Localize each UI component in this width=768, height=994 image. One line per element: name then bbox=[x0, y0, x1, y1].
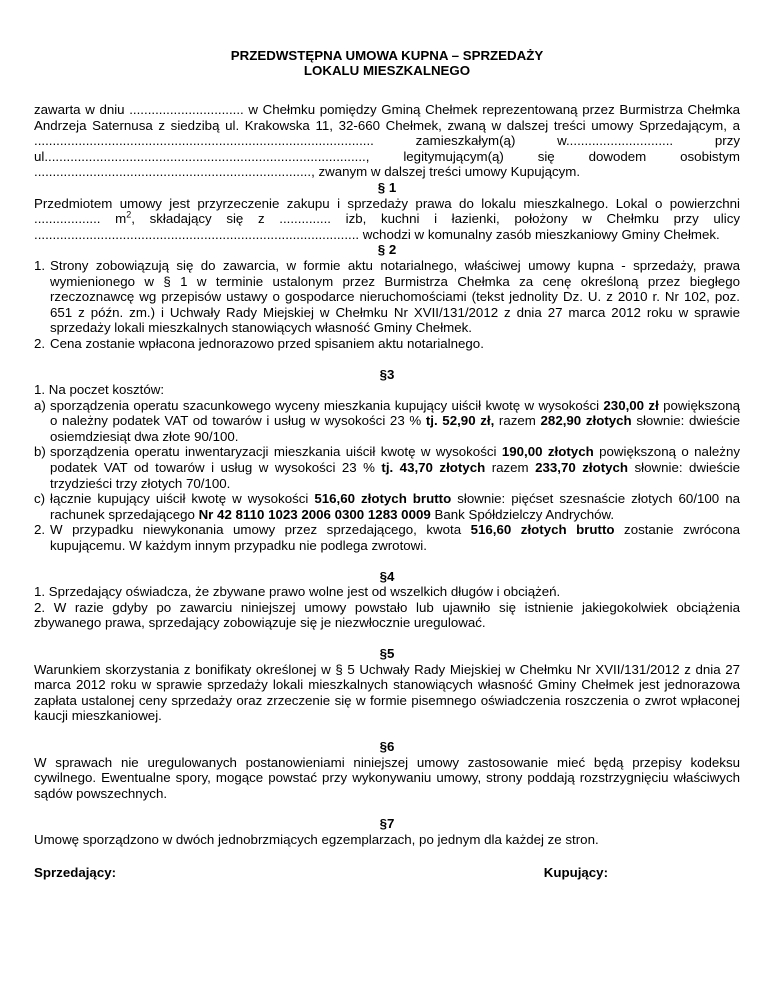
list-item-text bbox=[50, 491, 740, 522]
section-1-heading: § 1 bbox=[377, 179, 397, 195]
section-4-point-2: 2. W razie gdyby po zawarciu niniejszej umowy powstało lub ujawniło się istnienie jakiegokolwiek obciążenia zbywanego prawa, sprzedający zobowiązuje się je niezwłocznie uregulować. bbox=[34, 599, 740, 631]
amount-bold: 516,60 złotych brutto bbox=[314, 491, 452, 507]
text-run: sporządzenia operatu szacunkowego wyceny mieszkania kupujący uiścił kwotę w wysokości bbox=[50, 397, 604, 413]
section-1-text-a: Przedmiotem umowy jest przyrzeczenie zakupu i sprzedaży prawa do lokalu mieszkalnego. Lokal o powierzchni .................. m bbox=[34, 195, 740, 227]
amount-bold: 282,90 złotych bbox=[540, 413, 632, 429]
section-3-heading: §3 bbox=[379, 366, 395, 382]
text-run: sporządzenia operatu inwentaryzacji mieszkania uiścił kwotę w wysokości bbox=[50, 444, 502, 460]
list-item-number: 2. bbox=[34, 522, 46, 538]
spacer bbox=[34, 724, 740, 739]
list-item-letter: b) bbox=[34, 444, 46, 460]
list-item bbox=[34, 258, 740, 336]
seller-signature-label: Sprzedający: bbox=[34, 864, 117, 880]
text-run: W przypadku niewykonania umowy przez sprzedającego, kwota bbox=[50, 522, 471, 538]
section-7-heading: §7 bbox=[379, 816, 395, 832]
spacer bbox=[34, 352, 740, 367]
spacer bbox=[34, 554, 740, 569]
list-item-text: Cena zostanie wpłacona jednorazowo przed spisaniem aktu notarialnego. bbox=[50, 335, 484, 351]
section-6-text: W sprawach nie uregulowanych postanowieniami niniejszej umowy zastosowanie mieć będą przepisy kodeksu cywilnego. Ewentualne spory, mogące powstać przy wykonywaniu umowy, strony poddają rozstrzygnięciu właściwych sądów powszechnych. bbox=[34, 754, 740, 801]
text-run: zostanie zwrócona kupującemu. W każdym innym przypadku nie podlega zwrotowi. bbox=[50, 522, 740, 554]
section-1-text-b: , składający się z .............. izb, kuchni i łazienki, położony w Chełmku przy ulicy ........................................................................................ wchodzi w komunalny zasób mieszkaniowy Gminy Chełmek. bbox=[34, 211, 740, 242]
list-item-letter: a) bbox=[34, 397, 46, 413]
list-item-text bbox=[50, 444, 740, 491]
section-4-point-1: 1. Sprzedający oświadcza, że zbywane prawo wolne jest od wszelkich długów i obciążeń. bbox=[34, 584, 561, 600]
list-item bbox=[34, 522, 740, 553]
text-run: powiększoną o należny podatek VAT od towarów i usług w wysokości 23 % bbox=[50, 444, 740, 476]
text-run: powiększoną o należny podatek VAT od towarów i usług w wysokości 23 % bbox=[50, 397, 740, 429]
list-item-text bbox=[50, 398, 740, 445]
spacer bbox=[34, 631, 740, 646]
spacer bbox=[34, 801, 740, 816]
list-item-number: 1. bbox=[34, 257, 46, 273]
list-item bbox=[34, 398, 740, 445]
title-line-2: LOKALU MIESZKALNEGO bbox=[303, 63, 471, 78]
amount-bold: tj. 43,70 złotych bbox=[381, 460, 486, 476]
section-2-list bbox=[34, 258, 740, 352]
list-item bbox=[34, 336, 740, 352]
section-1-text bbox=[34, 196, 740, 243]
section-7-text: Umowę sporządzono w dwóch jednobrzmiących egzemplarzach, po jednym dla każdej ze stron. bbox=[34, 831, 599, 847]
amount-bold: 190,00 złotych bbox=[501, 444, 594, 460]
section-5-heading: §5 bbox=[379, 646, 395, 661]
buyer-signature-label: Kupujący: bbox=[543, 864, 608, 880]
list-item bbox=[34, 491, 740, 522]
section-4-heading: §4 bbox=[379, 568, 395, 584]
document-title bbox=[34, 48, 740, 78]
text-run: razem bbox=[494, 413, 541, 429]
amount-bold: 230,00 zł bbox=[603, 397, 659, 413]
section-5-text: Warunkiem skorzystania z bonifikaty określonej w § 5 Uchwały Rady Miejskiej w Chełmku Nr XVII/131/2012 z dnia 27 marca 2012 roku w sprawie sprzedaży lokali mieszkalnych stanowiących własność Gminy Chełmek jest jednorazowa zapłata ustalonej ceny sprzedaży oraz zrzeczenie się w formie pisemnego oświadczenia roszczenia o zwrot wpłaconej kaucji mieszkaniowej. bbox=[34, 661, 740, 724]
section-3-lead: 1. Na poczet kosztów: bbox=[34, 382, 165, 398]
list-item-letter: c) bbox=[34, 491, 46, 507]
section-1-superscript: 2 bbox=[126, 209, 132, 220]
text-run: Bank Spółdzielczy Andrychów. bbox=[430, 506, 615, 522]
text-run: słownie: dwieście osiemdziesiąt dwa złote 90/100. bbox=[50, 413, 741, 444]
amount-bold: 233,70 złotych bbox=[535, 460, 629, 476]
list-item-text: Strony zobowiązują się do zawarcia, w formie aktu notarialnego, właściwej umowy kupna - sprzedaży, prawa wymienionego w § 1 w terminie ustalonym przez Burmistrza Chełmka za cenę określoną przez biegłego rzeczoznawcę wg przepisów ustawy o gospodarce nieruchomościami (tekst jednolity Dz. U. z 2010 r. Nr 102, poz. 651 z późn. zm.) i Uchwały Rady Miejskiej w Chełmku Nr XVII/131/2012 z dnia 27 marca 2012 roku w sprawie sprzedaży lokali mieszkalnych stanowiących własność Gminy Chełmek. bbox=[50, 257, 740, 336]
text-run: razem bbox=[485, 460, 536, 476]
intro-paragraph: zawarta w dniu ............................... w Chełmku pomiędzy Gminą Chełmek reprezentowaną przez Burmistrza Chełmka Andrzeja Saternusa z siedzibą ul. Krakowska 11, 32-660 Chełmek, zwaną w dalszej treści umowy Sprzedającym, a ............................................................................................ zamieszkałym(ą) w............................. przy ul......................................................................................., legitymującym(ą) się dowodem osobistym ..........................................................................., zwanym w dalszej treści umowy Kupującym. bbox=[34, 102, 740, 180]
list-item-text bbox=[50, 522, 740, 553]
text-run: łącznie kupujący uiścił kwotę w wysokości bbox=[50, 491, 315, 507]
bank-account-number: Nr 42 8110 1023 2006 0300 1283 0009 bbox=[198, 506, 431, 522]
amount-bold: tj. 52,90 zł, bbox=[425, 413, 495, 429]
title-line-1: PRZEDWSTĘPNA UMOWA KUPNA – SPRZEDAŻY bbox=[230, 48, 544, 63]
signature-row bbox=[34, 865, 740, 881]
list-item-number: 2. bbox=[34, 335, 46, 351]
section-6-heading: §6 bbox=[379, 738, 395, 754]
amount-bold: 516,60 złotych brutto bbox=[470, 522, 615, 538]
section-2-heading: § 2 bbox=[377, 242, 397, 258]
text-run: słownie: dwieście trzydzieści trzy złotych 70/100. bbox=[50, 460, 740, 491]
list-item bbox=[34, 444, 740, 491]
text-run: słownie: pięćset szesnaście złotych 60/100 na rachunek sprzedającego bbox=[50, 491, 740, 522]
